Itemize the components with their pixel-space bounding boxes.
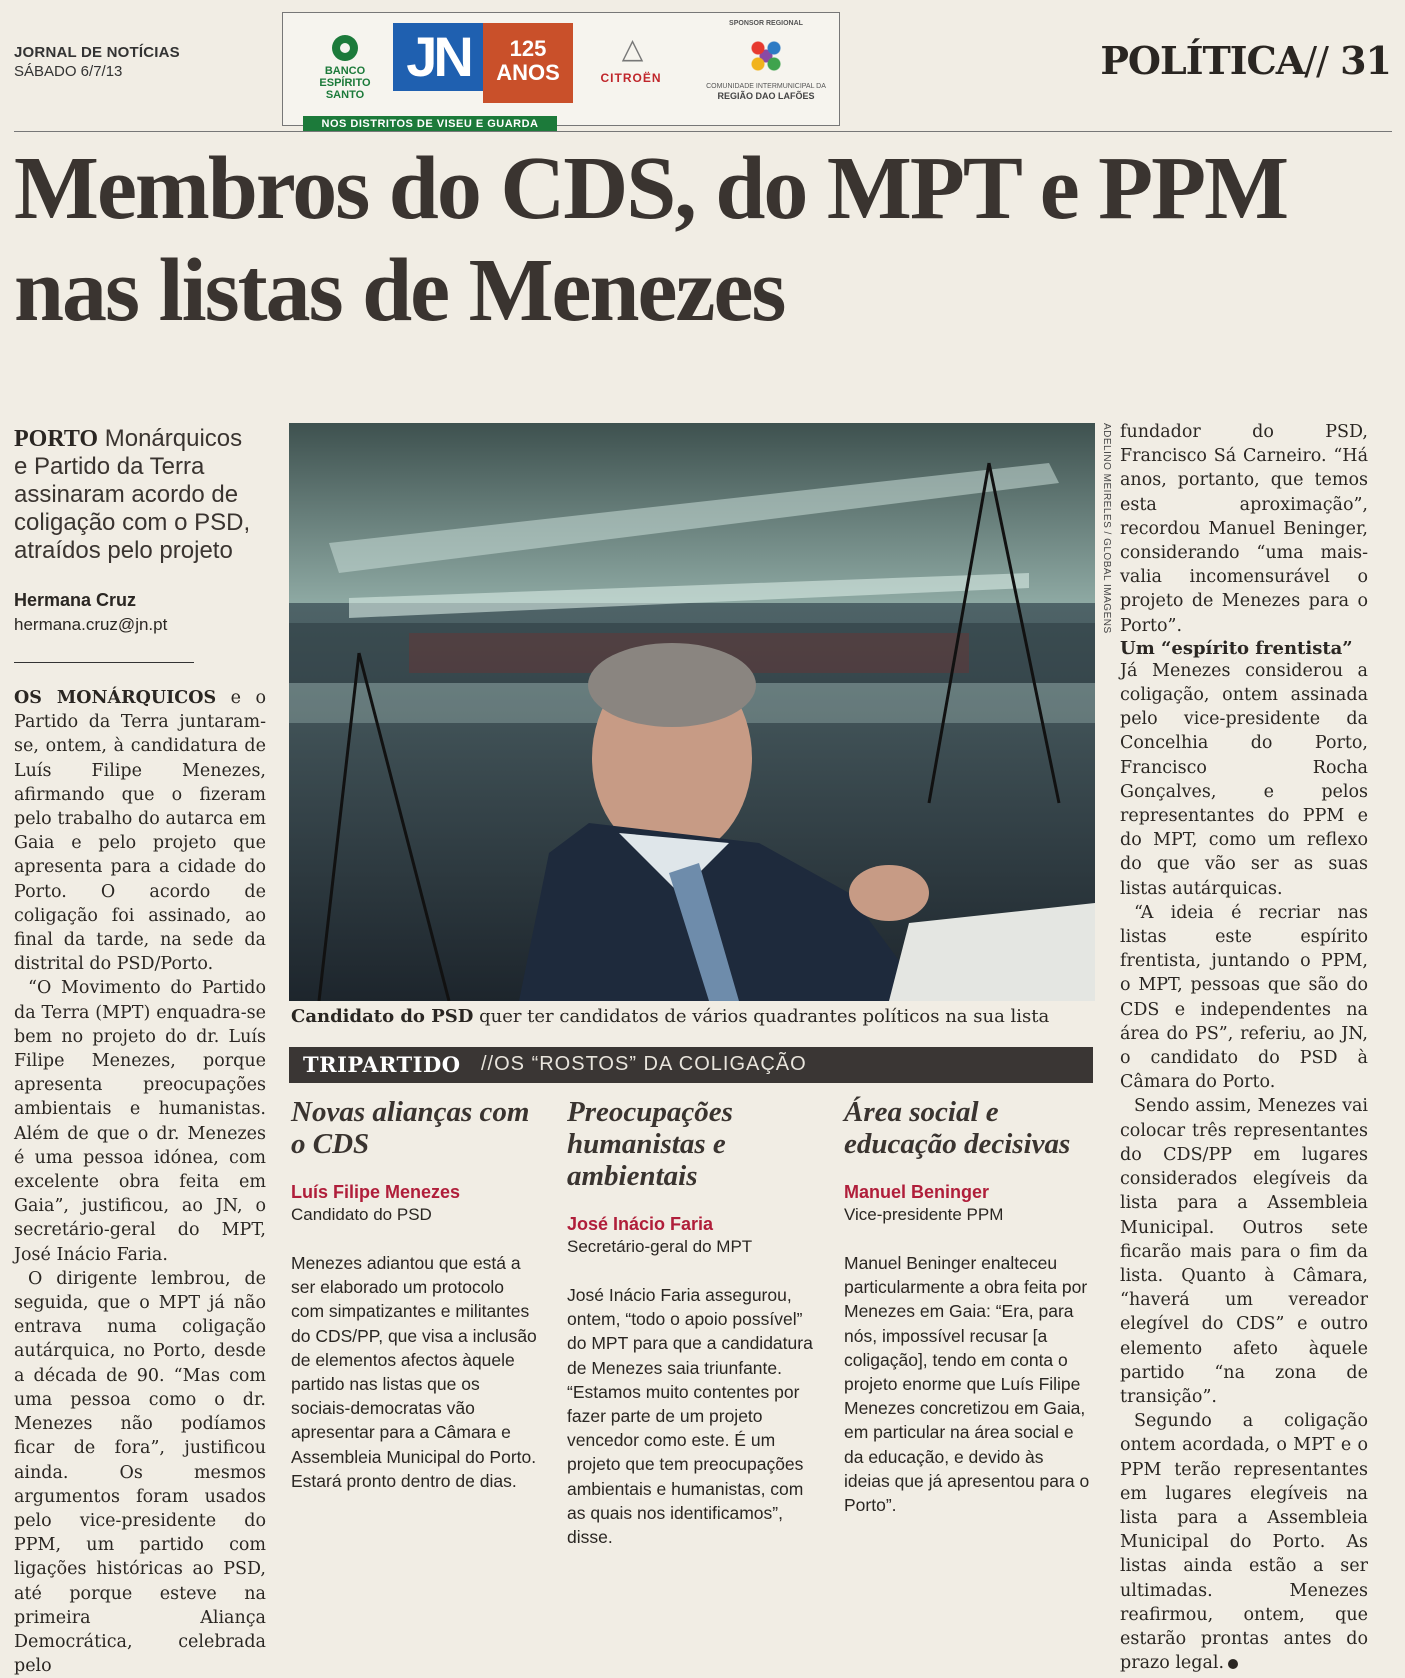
box-person-name: Luís Filipe Menezes (291, 1182, 461, 1202)
box-title: Preocupações humanistas e ambientais (567, 1096, 733, 1192)
box-person-role: Secretário-geral do MPT (567, 1237, 753, 1256)
box-text: Menezes adiantou que está a ser elaborado um protocolo com simpatizantes e militantes do CDS/PP, que visa a inclusão de elementos afectos àquele partido nas listas que os sociais-democratas vão apresentar para a Câmara e Assembleia Municipal do Porto. Estará pronto dentro de dias. (291, 1253, 537, 1491)
lead-place: PORTO (14, 426, 99, 452)
author-name: Hermana Cruz (14, 590, 137, 610)
bank-logo (305, 35, 385, 101)
article-paragraph: Já Menezes considerou a coligação, ontem assinada pelo vice-presidente da Concelhia do Porto, Francisco Rocha Gonçalves, e pelos representantes do PPM e do MPT, como um reflexo do que vão ser as suas listas autárquicas. (1120, 660, 1368, 899)
page-number: 31 (1340, 38, 1391, 83)
box-text: Manuel Beninger enalteceu particularmente a obra feita por Menezes em Gaia: “Era, para nós, impossível recusar [a coligação], tendo em conta o projeto enorme que Luís Filipe Menezes concretizou em Gaia, em particular na área social e da educação, e devido às ideias que já apresentou para o Porto”. (844, 1253, 1090, 1516)
article-column-right (1120, 420, 1368, 1675)
header-rule (14, 131, 1392, 132)
coalition-box (291, 1096, 541, 1493)
caption-text: quer ter candidatos de vários quadrantes políticos na sua lista (479, 1006, 1050, 1027)
newsroom-photo-illustration (289, 423, 1095, 1001)
article-paragraph: O dirigente lembrou, de seguida, que o MPT já não entrava numa coligação autárquica, no Porto, desde a década de 90. “Mas com uma pessoa como o dr. Menezes não podíamos ficar de fora”, justificou ainda. Os mesmos argumentos foram usados pelo vice-presidente do PPM, um partido com ligações históricas ao PSD, até porque esteve na primeira Aliança Democrática, celebrada pelo (14, 1268, 266, 1677)
region-name: REGIÃO DAO LAFÕES (717, 91, 815, 101)
coalition-box (567, 1096, 817, 1549)
article-column-left (14, 686, 266, 1678)
coalition-box (844, 1096, 1094, 1517)
section-header (1100, 38, 1391, 83)
article-paragraph: fundador do PSD, Francisco Sá Carneiro. “Há anos, portanto, que temos esta aproximação”, recordou Manuel Beninger, considerando “uma mais-valia incomensurável o projeto de Menezes para o Porto”. (1120, 422, 1368, 636)
districts-strip: NOS DISTRITOS DE VISEU E GUARDA (303, 116, 557, 132)
box-title: Área social e educação decisivas (844, 1096, 1071, 1160)
tripartido-sublabel: //OS “ROSTOS” DA COLIGAÇÃO (481, 1053, 807, 1075)
article-lead-word: OS MONÁRQUICOS (14, 688, 217, 708)
photo-caption (291, 1006, 1091, 1027)
box-person-role: Candidato do PSD (291, 1205, 432, 1224)
bank-name: BANCO ESPÍRITO SANTO (319, 65, 371, 101)
article-paragraph: Sendo assim, Menezes vai colocar três representantes do CDS/PP em lugares considerados elegíveis da lista para a Assembleia Municipal. Outros sete ficarão mais para o fim da lista. Quanto à Câmara, “haverá um vereador elegível do CDS” e outro elemento afeto àquele partido “na zona de transição”. (1120, 1096, 1368, 1407)
community-label: COMUNIDADE INTERMUNICIPAL DA (706, 83, 826, 90)
photo-credit: ADELINO MEIRELES / GLOBAL IMAGENS (1101, 423, 1112, 634)
box-person-role: Vice-presidente PPM (844, 1205, 1004, 1224)
issue-date: SÁBADO 6/7/13 (14, 63, 123, 80)
article-subhead: Um “espírito frentista” (1120, 637, 1353, 659)
article-paragraph: Segundo a coligação ontem acordada, o MPT e o PPM terão representantes em lugares elegíveis na lista para a Assembleia Municipal do Porto. As listas ainda estão a ser ultimadas. Menezes reafirmou, ontem, que estarão prontas antes do prazo legal. (1120, 1411, 1368, 1674)
newspaper-name: JORNAL DE NOTÍCIAS (14, 44, 180, 61)
box-text: José Inácio Faria assegurou, ontem, “todo o apoio possível” do MPT para que a candidatura de Menezes saia triunfante. “Estamos muito contentes por fazer parte de um projeto vencedor como este. É um projeto que tem preocupações ambientais e humanistas, com as quais nos identificamos”, disse. (567, 1285, 813, 1548)
box-person-name: Manuel Beninger (844, 1182, 990, 1202)
tripartido-label: TRIPARTIDO (303, 1052, 461, 1077)
lead-text: Monárquicos e Partido da Terra assinaram acordo de coligação com o PSD, atraídos pelo projeto (14, 425, 251, 564)
article-photo (289, 423, 1095, 1001)
anniversary-badge: 125 ANOS (483, 23, 573, 103)
article-paragraph: “A ideia é recriar nas listas este espírito frentista, juntando o PPM, o MPT, pessoas que são do CDS e independentes na área do PS”, referiu, ao JN, o candidato do PSD à Câmara do Porto. (1120, 902, 1368, 1093)
author-email[interactable]: hermana.cruz@jn.pt (14, 615, 168, 634)
regional-sponsor (703, 19, 829, 101)
caption-bold: Candidato do PSD (291, 1006, 474, 1027)
article-paragraph: OS MONÁRQUICOS e o Partido da Terra juntaram-se, ontem, à candidatura de Luís Filipe Menezes, afirmando que o fizeram pelo trabalho do autarca em Gaia e pelo projeto que apresenta para a cidade do Porto. O acordo de coligação foi assinado, ao final da tarde, na sede da distrital do PSD/Porto. (14, 688, 266, 975)
sponsor-regional-label: SPONSOR REGIONAL (729, 20, 803, 27)
lead (14, 425, 259, 565)
jn-logo: JN (393, 23, 483, 91)
end-bullet-icon (1228, 1659, 1238, 1669)
citroen-logo (586, 32, 676, 85)
section-label: POLÍTICA (1100, 38, 1305, 83)
car-brand: CITROËN (600, 71, 662, 85)
article-paragraph: “O Movimento do Partido da Terra (MPT) enquadra-se bem no projeto do dr. Luís Filipe Menezes, porque apresenta preocupações ambientais e humanistas. Além de que o dr. Menezes é uma pessoa idónea, com excelente obra feita em Gaia”, justificou, ao JN, o secretário-geral do MPT, José Inácio Faria. (14, 978, 266, 1265)
community-logo-icon (746, 36, 786, 76)
sponsor-banner (282, 12, 840, 130)
byline-divider (14, 662, 194, 663)
box-person-name: José Inácio Faria (567, 1214, 714, 1234)
box-title: Novas alianças com o CDS (291, 1096, 530, 1160)
chevron-logo-icon: △ (621, 32, 641, 65)
tripartido-bar (289, 1047, 1093, 1083)
section-slash: // (1304, 39, 1328, 83)
headline: Membros do CDS, do MPT e PPM nas listas de Menezes (14, 139, 1288, 340)
bank-emblem-icon (332, 35, 358, 61)
